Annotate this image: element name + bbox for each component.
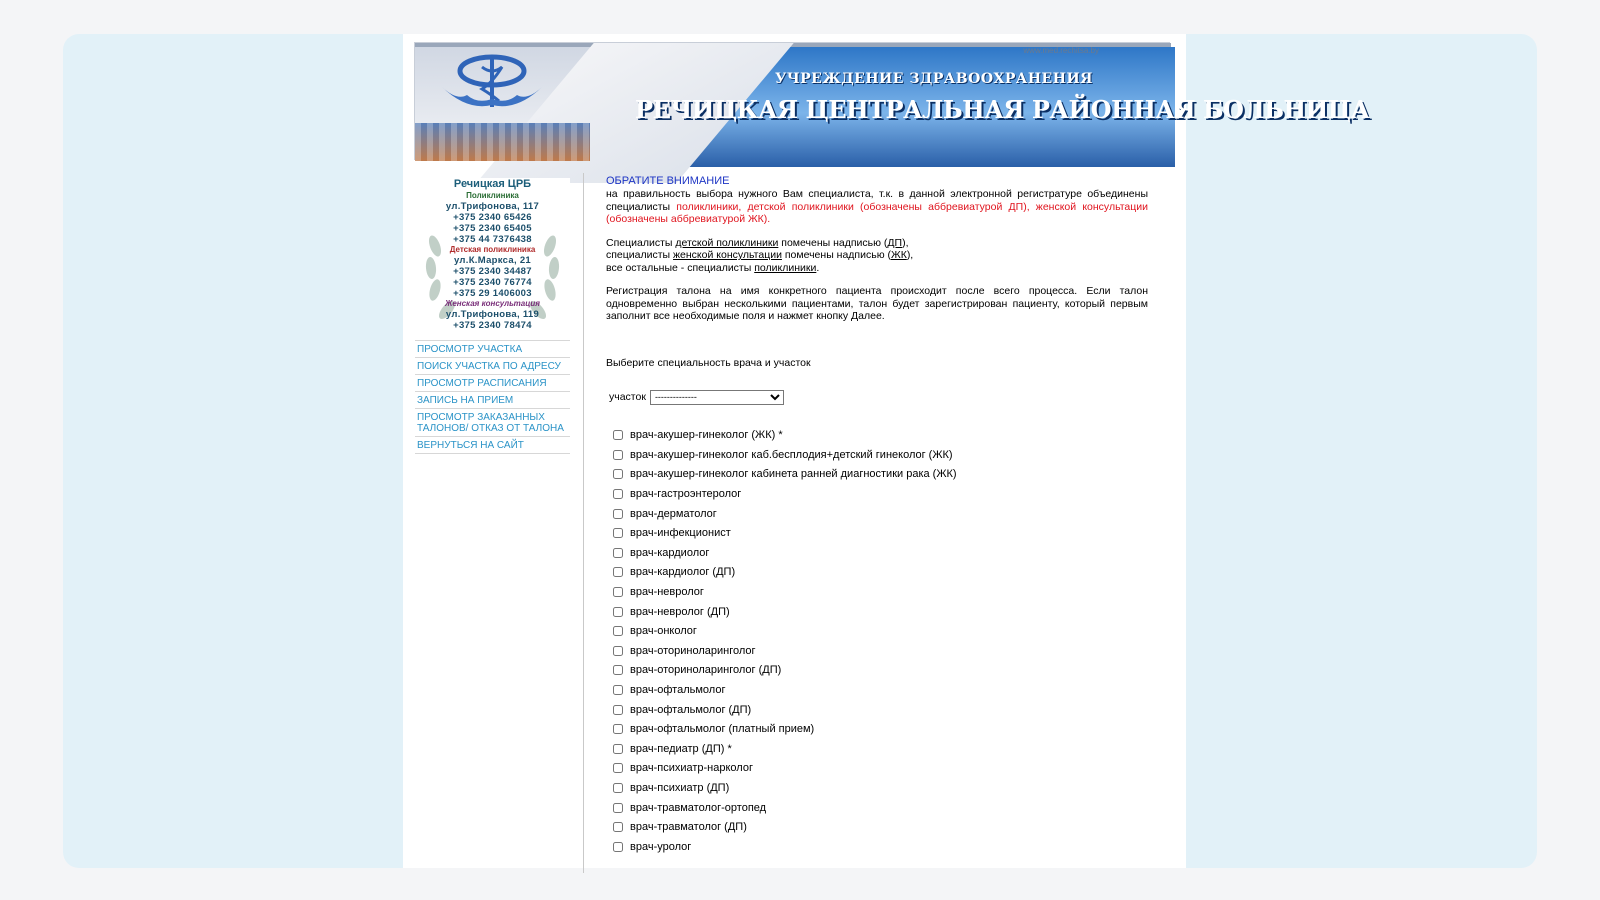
specialist-checkbox[interactable] [613,783,623,793]
medical-logo-icon [437,49,547,111]
specialist-label: врач-кардиолог [630,546,710,559]
institution-name: РЕЧИЦКАЯ ЦЕНТРАЛЬНАЯ РАЙОННАЯ БОЛЬНИЦА [635,95,1370,124]
specialist-checkbox[interactable] [613,822,623,832]
browser-frame [63,34,1537,868]
link-child-clinic[interactable]: детской поликлиники [675,236,779,249]
banner-url: www.med.rechitsa.by [1023,46,1099,55]
notice-text: помечены надписью ( [781,249,891,261]
sidebar-menu [415,340,570,454]
specialist-checkbox[interactable] [613,685,623,695]
specialist-option[interactable] [606,817,1148,837]
notice-text: на правильность выбора нужного Вам специалиста, т.к. в данной электронной регистратуре объединены специалисты [606,188,1148,213]
specialist-checkbox[interactable] [613,665,623,675]
district-label: участок [609,391,646,403]
district-row [609,390,1148,405]
child-address: ул.К.Маркса, 21 [453,255,532,266]
notice-text: все остальные - специалисты [606,261,755,274]
specialist-option[interactable] [606,759,1148,779]
poly-phone: +375 2340 65405 [453,223,532,234]
specialist-option[interactable] [606,602,1148,622]
column-divider [583,173,584,873]
menu-return-to-site[interactable]: ВЕРНУТЬСЯ НА САЙТ [415,436,570,454]
poly-label: Поликлиника [466,191,519,200]
specialist-checkbox[interactable] [613,489,623,499]
specialist-label: врач-дерматолог [630,507,717,520]
specialist-label: врач-педиатр (ДП) * [630,742,732,755]
district-select[interactable] [650,390,784,405]
specialist-label: врач-оториноларинголог (ДП) [630,664,782,677]
notice-text: Специалисты [606,236,676,249]
page [403,34,1370,868]
specialist-option[interactable] [606,621,1148,641]
specialist-label: врач-травматолог (ДП) [630,821,747,834]
main-content [606,175,1148,857]
specialist-checkbox[interactable] [613,646,623,656]
notice-paragraph-3: Регистрация талона на имя конкретного пациента происходит после всего процесса. Если талон одновременно выбран несколькими пациентами, талон будет зарегистрирован пациенту, который первым заполнит все необходимые поля и нажмет кнопку Далее. [606,285,1148,322]
specialist-label: врач-невролог (ДП) [630,605,730,618]
specialist-label: врач-уролог [630,840,692,853]
women-phone: +375 2340 78474 [453,320,532,331]
menu-make-appointment[interactable]: ЗАПИСЬ НА ПРИЕМ [415,391,570,408]
notice-text: специалисты [606,249,674,261]
specialist-option[interactable] [606,739,1148,759]
notice-text: . [816,261,820,274]
poly-phone: +375 2340 65426 [453,212,532,223]
notice-text: ), [906,249,914,261]
tag-dp: ДП [887,236,903,249]
specialist-checkbox[interactable] [613,469,623,479]
specialist-option[interactable] [606,700,1148,720]
specialist-option[interactable] [606,837,1148,857]
specialist-option[interactable] [606,680,1148,700]
specialist-label: врач-травматолог-ортопед [630,801,767,814]
specialist-option[interactable] [606,484,1148,504]
specialist-label: врач-психиатр (ДП) [630,781,730,794]
notice-paragraph-1 [606,188,1148,226]
specialist-label: врач-кардиолог (ДП) [630,566,736,579]
specialist-label: врач-офтальмолог (платный прием) [630,723,815,736]
specialist-label: врач-невролог [630,586,704,599]
specialist-checkbox[interactable] [613,528,623,538]
choose-specialty-label: Выберите специальность врача и участок [606,356,811,369]
specialist-label: врач-акушер-гинеколог каб.бесплодия+детский гинеколог (ЖК) [630,448,953,461]
notice-text: ), [902,236,909,249]
link-polyclinic[interactable]: поликлиники [754,261,817,274]
specialist-option[interactable] [606,719,1148,739]
child-phone: +375 2340 76774 [453,277,532,288]
child-label: Детская поликлиника [449,245,536,254]
specialist-label: врач-офтальмолог [630,684,726,697]
specialist-checkbox[interactable] [613,509,623,519]
specialist-checkbox[interactable] [613,430,623,440]
menu-view-ordered-tickets[interactable]: ПРОСМОТР ЗАКАЗАННЫХ ТАЛОНОВ/ ОТКАЗ ОТ ТАЛОНА [415,408,570,436]
specialist-checkbox[interactable] [613,548,623,558]
specialist-option[interactable] [606,426,1148,446]
specialist-option[interactable] [606,563,1148,583]
link-women-consultation[interactable]: женской консультации [673,249,782,261]
specialist-checkbox[interactable] [613,450,623,460]
menu-view-schedule[interactable]: ПРОСМОТР РАСПИСАНИЯ [415,374,570,391]
specialist-option[interactable] [606,523,1148,543]
specialist-checkbox[interactable] [613,607,623,617]
specialist-label: врач-гастроэнтеролог [630,488,742,501]
specialist-label: врач-психиатр-нарколог [630,762,753,775]
notice-paragraph-2 [606,237,1148,275]
child-phone: +375 2340 34487 [453,266,532,277]
specialist-option[interactable] [606,798,1148,818]
specialist-label: врач-акушер-гинеколог (ЖК) * [630,429,783,442]
specialist-checkbox[interactable] [613,705,623,715]
specialist-option[interactable] [606,465,1148,485]
specialist-option[interactable] [606,778,1148,798]
specialist-checkbox[interactable] [613,587,623,597]
specialist-checkbox[interactable] [613,744,623,754]
specialist-option[interactable] [606,504,1148,524]
specialist-option[interactable] [606,661,1148,681]
institution-type: УЧРЕЖДЕНИЕ ЗДРАВООХРАНЕНИЯ [775,71,1094,87]
menu-find-district-by-address[interactable]: ПОИСК УЧАСТКА ПО АДРЕСУ [415,357,570,374]
menu-view-district[interactable]: ПРОСМОТР УЧАСТКА [415,340,570,357]
specialist-checkbox[interactable] [613,567,623,577]
specialist-checkbox[interactable] [613,763,623,773]
hospital-windows [415,123,590,161]
child-phone: +375 29 1406003 [453,288,532,299]
poly-phone: +375 44 7376438 [453,234,532,245]
poly-address: ул.Трифонова, 117 [445,201,540,212]
specialist-option[interactable] [606,445,1148,465]
specialist-option[interactable] [606,543,1148,563]
header-banner [414,42,1370,160]
specialist-label: врач-инфекционист [630,527,731,540]
sidebar [415,173,570,454]
specialist-checkbox[interactable] [613,842,623,852]
notice-text: помечены надписью ( [778,236,888,249]
specialist-list [606,426,1148,857]
notice-red-text: поликлиники, детской поликлиники (обозначены аббревиатурой ДП), женской консультации (обозначены аббревиатурой ЖК). [606,200,1149,225]
specialist-label: врач-акушер-гинеколог кабинета ранней диагностики рака (ЖК) [630,468,957,481]
specialist-label: врач-оториноларинголог [630,644,756,657]
notice-title: ОБРАТИТЕ ВНИМАНИЕ [606,175,730,187]
specialist-option[interactable] [606,641,1148,661]
specialist-label: врач-онколог [630,625,697,638]
contact-card [415,178,570,338]
specialist-option[interactable] [606,582,1148,602]
specialist-checkbox[interactable] [613,724,623,734]
tag-zhk: ЖК [891,249,907,261]
specialist-checkbox[interactable] [613,626,623,636]
card-title: Речицкая ЦРБ [453,178,532,190]
women-label: Женская консультация [445,299,540,308]
specialist-checkbox[interactable] [613,803,623,813]
women-address: ул.Трифонова, 119 [445,309,540,320]
specialist-label: врач-офтальмолог (ДП) [630,703,752,716]
